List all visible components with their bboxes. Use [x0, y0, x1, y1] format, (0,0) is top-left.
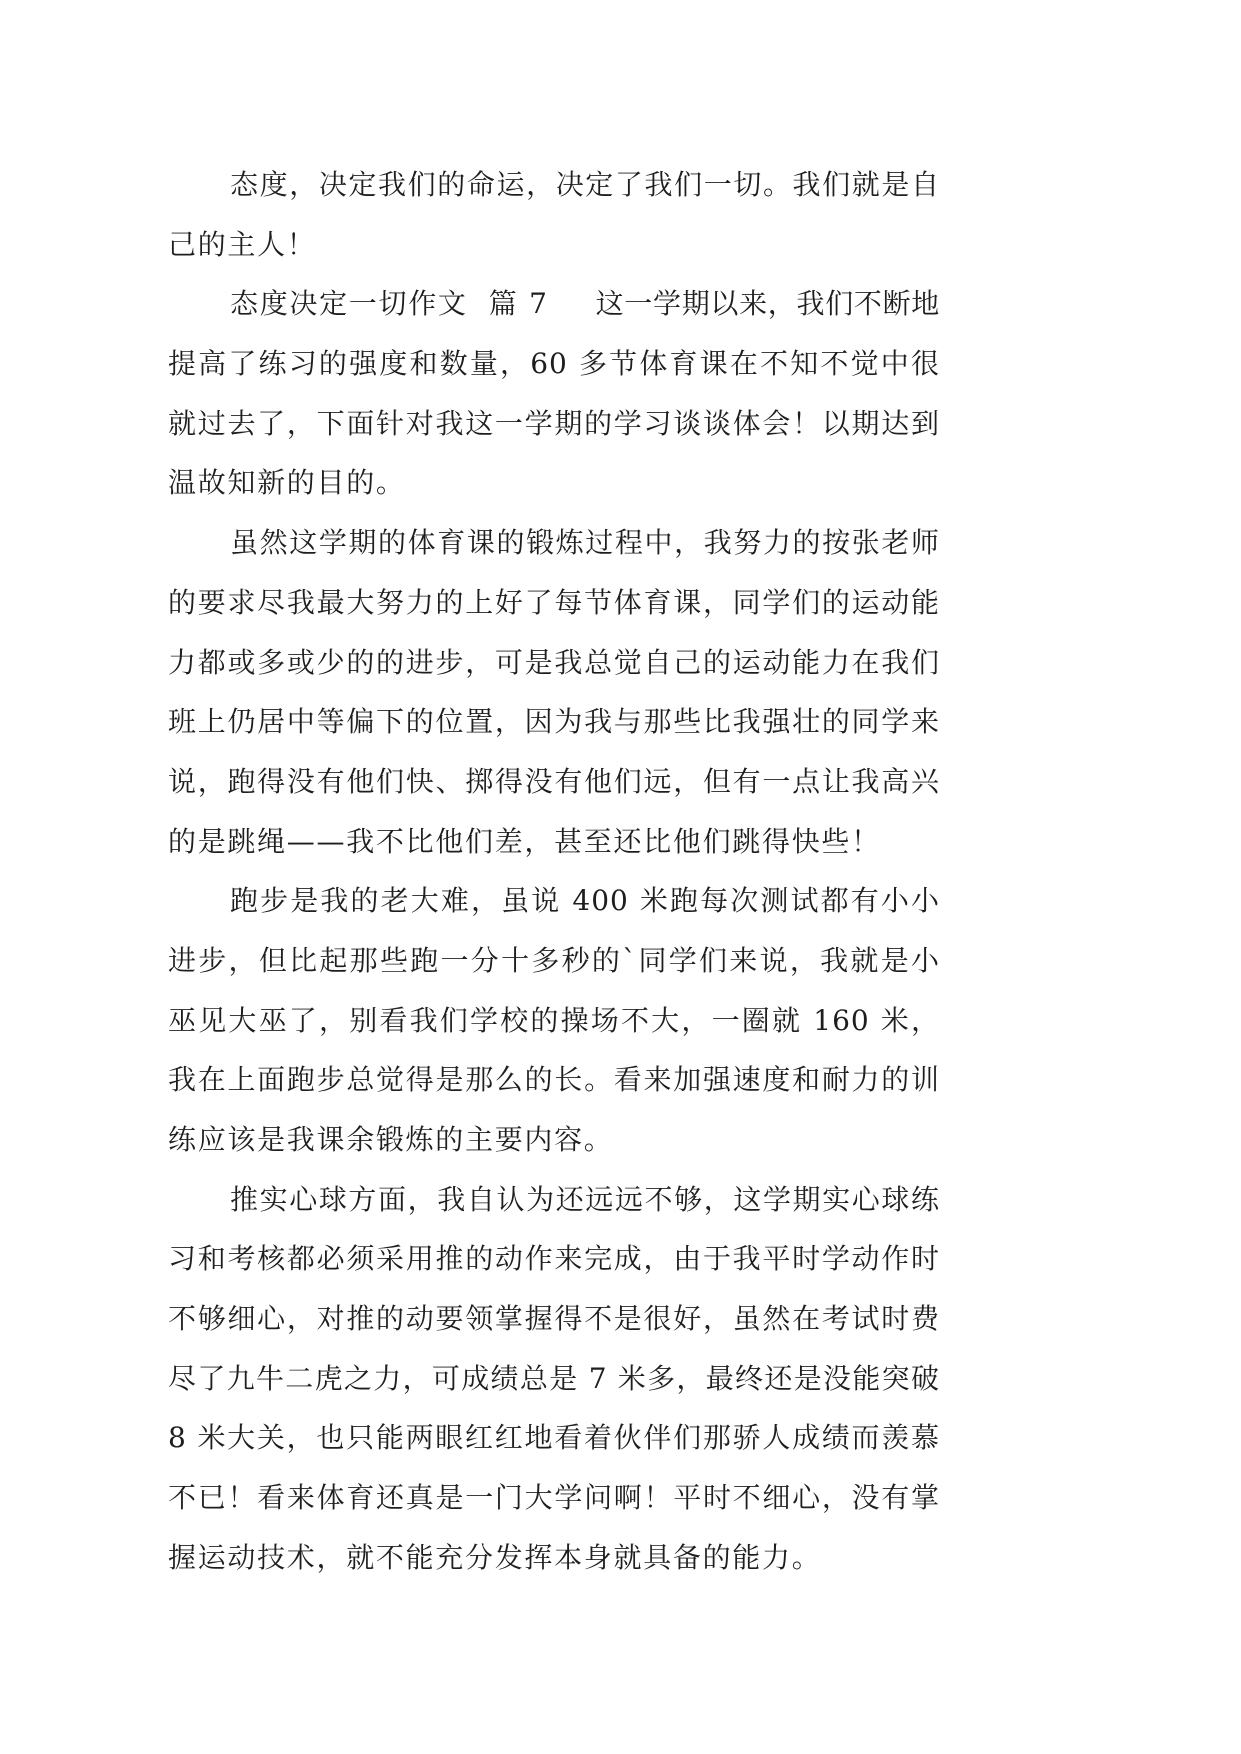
- paragraph: [168, 871, 940, 1169]
- body-text: [168, 155, 940, 1588]
- text-line: 的要求尽我最大努力的上好了每节体育课，同学们的运动能: [168, 585, 940, 619]
- text-line: 不已！看来体育还真是一门大学问啊！平时不细心，没有掌: [168, 1481, 940, 1515]
- text-line: 力都或多或少的的进步，可是我总觉自己的运动能力在我们: [168, 645, 940, 679]
- paragraph: [168, 513, 940, 871]
- text-line: [168, 274, 940, 334]
- paragraph: [168, 274, 940, 513]
- section-heading: 态度决定一切作文 篇 7: [230, 287, 549, 321]
- text-line: 习和考核都必须采用推的动作来完成，由于我平时学动作时: [168, 1242, 940, 1276]
- text-line: 8 米大关，也只能两眼红红地看着伙伴们那骄人成绩而羡慕: [168, 1421, 940, 1455]
- text-line: 说，跑得没有他们快、掷得没有他们远，但有一点让我高兴: [168, 764, 940, 798]
- text-line: 不够细心，对推的动要领掌握得不是很好，虽然在考试时费: [168, 1302, 940, 1336]
- text-line: 态度，决定我们的命运，决定了我们一切。我们就是自: [230, 168, 940, 201]
- text-line: 推实心球方面，我自认为还远远不够，这学期实心球练: [230, 1182, 940, 1216]
- text-line: 进步，但比起那些跑一分十多秒的`同学们来说，我就是小: [168, 943, 940, 977]
- paragraph: [168, 1170, 940, 1588]
- text-line: 握运动技术，就不能充分发挥本身就具备的能力。: [168, 1540, 822, 1574]
- text-line: 虽然这学期的体育课的锻炼过程中，我努力的按张老师: [230, 526, 940, 560]
- text-line: 己的主人！: [168, 227, 317, 261]
- text-line: 提高了练习的强度和数量，60 多节体育课在不知不觉中很: [168, 347, 940, 381]
- text-line: 温故知新的目的。: [168, 466, 406, 500]
- text-line: 我在上面跑步总觉得是那么的长。看来加强速度和耐力的训: [168, 1063, 940, 1097]
- text-line: 的是跳绳——我不比他们差，甚至还比他们跳得快些！: [168, 824, 881, 858]
- text-line: 跑步是我的老大难，虽说 400 米跑每次测试都有小小: [230, 884, 940, 918]
- text-line: 巫见大巫了，别看我们学校的操场不大，一圈就 160 米，: [168, 1003, 940, 1037]
- text-line: 班上仍居中等偏下的位置，因为我与那些比我强壮的同学来: [168, 705, 940, 739]
- text-line: 就过去了，下面针对我这一学期的学习谈谈体会！以期达到: [168, 406, 940, 440]
- paragraph: [168, 155, 940, 274]
- text-line: 尽了九牛二虎之力，可成绩总是 7 米多，最终还是没能突破: [168, 1361, 940, 1395]
- text-line-segment: 这一学期以来，我们不断地: [595, 287, 940, 321]
- text-line: 练应该是我课余锻炼的主要内容。: [168, 1123, 614, 1156]
